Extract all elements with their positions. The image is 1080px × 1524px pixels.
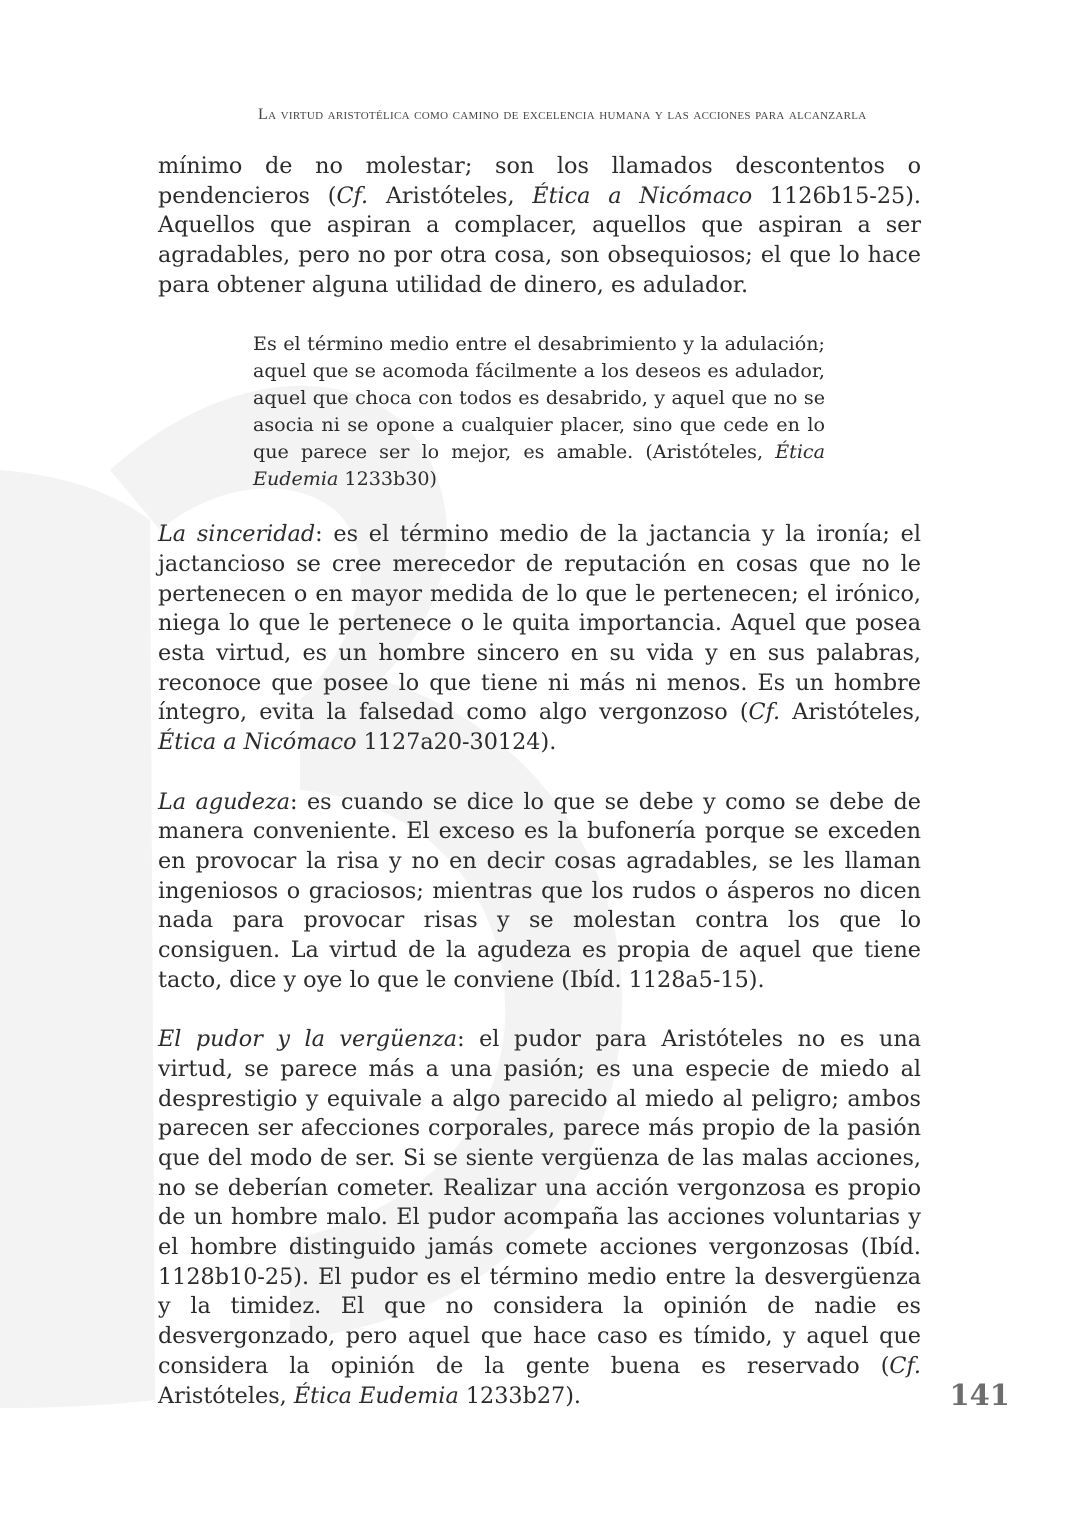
paragraph-sinceridad: La sinceridad: es el término medio de la jactancia y la ironía; el jactancioso se cree merecedor de reputación en cosas que no le pertenecen o en mayor medida de lo que le pertenecen; el irónico, niega lo que le pertenece o le quita importancia. Aquel que posea esta virtud, es un hombre sincero en su vida y en sus palabras, reconoce que posee lo que tiene ni más ni menos. Es un hombre íntegro, evita la falsedad como algo vergonzoso (Cf. Aristóteles, Ética a Nicómaco 1127a20-30124). [158,521,921,756]
block-quote: Es el término medio entre el desabrimiento y la adulación; aquel que se acomoda fácilmente a los deseos es adulador, aquel que choca con todos es desabrido, y aquel que no se asocia ni se opone a cualquier placer, sino que cede en lo que parece ser lo mejor, es amable. (Aristóteles, Ética Eudemia 1233b30) [253,332,825,491]
body-text [158,152,921,1441]
paragraph-agudeza: La agudeza: es cuando se dice lo que se debe y como se debe de manera conveniente. El exceso es la bufonería porque se exceden en provocar la risa y no en decir cosas agradables, se les llaman ingeniosos o graciosos; mientras que los rudos o ásperos no dicen nada para provocar risas y se molestan contra los que lo consiguen. La virtud de la agudeza es propia de aquel que tiene tacto, dice y oye lo que le conviene (Ibíd. 1128a5-15). [158,788,922,993]
term-sinceridad: La sinceridad [158,521,316,548]
page-number: 141 [949,1378,1010,1412]
term-pudor: El pudor y la vergüenza [158,1026,458,1053]
term-agudeza: La agudeza [158,788,290,815]
paragraph-continuation: mínimo de no molestar; son los llamados descontentos o pendencieros (Cf. Aristóteles, Ética a Nicómaco 1126b15-25). Aquellos que aspiran a complacer, aquellos que aspiran a ser agradables, pero no por otra cosa, son obsequiosos; el que lo hace para obtener alguna utilidad de dinero, es adulador. [158,153,921,298]
running-header: La virtud aristotélica como camino de excelencia humana y las acciones para alcanzarla [258,106,867,123]
paragraph-pudor: El pudor y la vergüenza: el pudor para Aristóteles no es una virtud, se parece más a una pasión; es una especie de miedo al desprestigio y equivale a algo parecido al miedo al peligro; ambos parecen ser afecciones corporales, parece más propio de la pasión que del modo de ser. Si se siente vergüenza de las malas acciones, no se deberían cometer. Realizar una acción vergonzosa es propio de un hombre malo. El pudor acompaña las acciones voluntarias y el hombre distinguido jamás comete acciones vergonzosas (Ibíd. 1128b10-25). El pudor es el término medio entre la desvergüenza y la timidez. El que no considera la opinión de nadie es desvergonzado, pero aquel que hace caso es tímido, y aquel que considera la opinión de la gente buena es reservado (Cf. Aristóteles, Ética Eudemia 1233b27). [158,1026,921,1409]
